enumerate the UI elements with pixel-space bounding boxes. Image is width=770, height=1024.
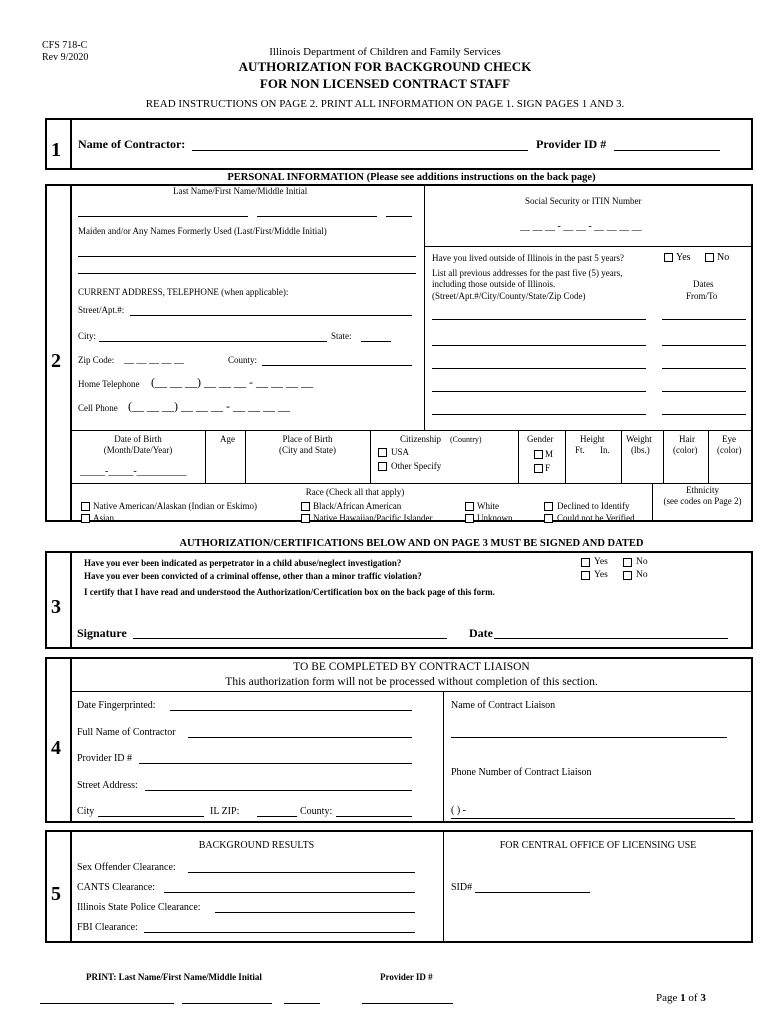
footer-last-name-field[interactable]: [40, 1003, 174, 1004]
criminal-no-label: No: [636, 570, 648, 580]
criminal-yes-checkbox[interactable]: [581, 571, 590, 580]
hair-eye-divider: [708, 430, 709, 483]
footer-print-label: PRINT: Last Name/First Name/Middle Initial: [86, 972, 262, 982]
footer-provider-id-field[interactable]: [362, 1003, 453, 1004]
provider-id-label: Provider ID #: [536, 137, 607, 151]
section-3-divider: [70, 551, 72, 649]
sex-offender-label: Sex Offender Clearance:: [77, 862, 176, 873]
section-2-number: 2: [51, 350, 61, 372]
liaison-city-label: City: [77, 806, 95, 817]
ethnicity-codes-note: (see codes on Page 2): [663, 496, 742, 506]
last-name-field[interactable]: [78, 216, 248, 217]
dates-label: Dates: [693, 279, 714, 289]
race-native-american-label: Native American/Alaskan (Indian or Eskimo): [93, 501, 257, 511]
city-field[interactable]: [99, 341, 327, 342]
full-name-label: Full Name of Contractor: [77, 727, 176, 738]
fbi-field[interactable]: [144, 932, 415, 933]
page-prefix: Page: [656, 992, 681, 1004]
liaison-county-label: County:: [300, 806, 333, 817]
gender-female-checkbox[interactable]: [534, 464, 543, 473]
weight-unit-label: (lbs.): [631, 445, 650, 455]
footer-provider-label: Provider ID #: [380, 972, 433, 982]
pob-format-label: (City and State): [279, 445, 336, 455]
page-current: 1: [680, 992, 686, 1004]
race-white-checkbox[interactable]: [465, 502, 474, 511]
zip-label: Zip Code:: [78, 355, 115, 365]
gender-label: Gender: [527, 434, 554, 444]
eye-color-label: (color): [717, 445, 742, 455]
previous-address-field-5[interactable]: [432, 414, 646, 415]
state-field[interactable]: [361, 341, 391, 342]
previous-dates-field-4[interactable]: [662, 391, 746, 392]
dob-label: Date of Birth: [114, 434, 162, 444]
race-hawaiian-label: Native Hawaiian/Pacific Islander: [313, 513, 433, 523]
current-address-label: CURRENT ADDRESS, TELEPHONE (when applicable):: [78, 287, 289, 297]
authorization-header: AUTHORIZATION/CERTIFICATIONS BELOW AND ON PAGE 3 MUST BE SIGNED AND DATED: [179, 538, 644, 549]
background-results-header: BACKGROUND RESULTS: [198, 840, 315, 851]
cants-label: CANTS Clearance:: [77, 882, 156, 893]
form-code: CFS 718-C: [42, 40, 88, 51]
contract-liaison-name-label: Name of Contract Liaison: [451, 700, 556, 711]
from-to-label: From/To: [686, 291, 718, 301]
maiden-name-label: Maiden and/or Any Names Formerly Used (Last/First/Middle Initial): [78, 226, 327, 236]
cants-field[interactable]: [164, 892, 415, 893]
provider-id-field[interactable]: [614, 150, 720, 151]
gender-male-label: M: [545, 449, 554, 459]
agency-name: Illinois Department of Children and Family Services: [269, 46, 501, 58]
zip-field[interactable]: __ __ __ __ __: [124, 354, 184, 365]
full-name-field[interactable]: [188, 737, 412, 738]
signature-field[interactable]: [133, 638, 447, 639]
abuse-yes-label: Yes: [594, 557, 608, 567]
street-address-label: Street Address:: [77, 780, 138, 791]
race-black-checkbox[interactable]: [301, 502, 310, 511]
ssn-label: Social Security or ITIN Number: [525, 196, 642, 206]
certify-statement: I certify that I have read and understood the Authorization/Certification box on the back page of this form.: [84, 587, 495, 597]
liaison-phone-label: Phone Number of Contract Liaison: [451, 767, 592, 778]
citizenship-usa-checkbox[interactable]: [378, 448, 387, 457]
race-black-label: Black/African American: [313, 501, 402, 511]
central-office-header: FOR CENTRAL OFFICE OF LICENSING USE: [499, 840, 697, 851]
zip-field-liaison[interactable]: [257, 816, 297, 817]
state-label: State:: [331, 331, 352, 341]
lived-outside-no-checkbox[interactable]: [705, 253, 714, 262]
ssn-divider: [424, 184, 425, 247]
abuse-no-checkbox[interactable]: [623, 558, 632, 567]
race-asian-label: Asian: [93, 513, 114, 523]
sex-offender-field[interactable]: [188, 872, 415, 873]
sid-field[interactable]: [475, 892, 590, 893]
age-label: Age: [220, 434, 235, 444]
ethnicity-label: Ethnicity: [686, 485, 719, 495]
footer-first-name-field[interactable]: [182, 1003, 272, 1004]
name-label: Last Name/First Name/Middle Initial: [173, 186, 308, 196]
isp-field[interactable]: [215, 912, 415, 913]
ssn-field[interactable]: __ __ __ - __ __ - __ __ __ __: [520, 221, 642, 232]
liaison-phone-field[interactable]: ( ) -: [451, 805, 466, 816]
county-field[interactable]: [262, 365, 412, 366]
citizenship-usa-label: USA: [391, 447, 410, 457]
race-declined-checkbox[interactable]: [544, 502, 553, 511]
previous-dates-field-2[interactable]: [662, 345, 746, 346]
race-native-american-checkbox[interactable]: [81, 502, 90, 511]
street-address-field[interactable]: [145, 790, 412, 791]
abuse-question: Have you ever been indicated as perpetrator in a child abuse/neglect investigation?: [84, 558, 402, 568]
demographics-top-line: [70, 430, 753, 431]
height-label: Height: [580, 434, 605, 444]
previous-address-field-1[interactable]: [432, 319, 646, 320]
date-label: Date: [469, 626, 493, 640]
home-telephone-field[interactable]: (__ __ __) __ __ __ - __ __ __ __: [151, 375, 313, 389]
il-zip-label: IL ZIP:: [210, 806, 240, 817]
contract-liaison-name-field[interactable]: [451, 737, 727, 738]
abuse-no-label: No: [636, 557, 648, 567]
race-unknown-checkbox[interactable]: [465, 514, 474, 523]
previous-address-instructions-2: including those outside of Illinois.: [432, 279, 556, 289]
section-5-number: 5: [51, 883, 61, 905]
lived-outside-question: Have you lived outside of Illinois in the past 5 years?: [432, 253, 624, 263]
race-asian-checkbox[interactable]: [81, 514, 90, 523]
gender-height-divider: [565, 430, 566, 483]
liaison-header: TO BE COMPLETED BY CONTRACT LIAISON: [293, 661, 530, 673]
date-fingerprinted-field[interactable]: [170, 710, 412, 711]
instructions: READ INSTRUCTIONS ON PAGE 2. PRINT ALL INFORMATION ON PAGE 1. SIGN PAGES 1 AND 3.: [145, 98, 625, 110]
isp-label: Illinois State Police Clearance:: [77, 902, 201, 913]
race-white-label: White: [477, 501, 499, 511]
previous-address-field-3[interactable]: [432, 368, 646, 369]
weight-hair-divider: [663, 430, 664, 483]
ssn-bottom-line: [424, 246, 753, 247]
previous-dates-field-1[interactable]: [662, 319, 746, 320]
home-telephone-label: Home Telephone: [78, 379, 140, 389]
previous-address-instructions-3: (Street/Apt.#/City/County/State/Zip Code): [432, 291, 586, 301]
lived-outside-yes-checkbox[interactable]: [664, 253, 673, 262]
section-1-number: 1: [51, 139, 61, 161]
eye-label: Eye: [722, 434, 736, 444]
liaison-divider: [443, 691, 444, 823]
race-declined-label: Declined to Identify: [557, 501, 630, 511]
cell-phone-field[interactable]: (__ __ __) __ __ __ - __ __ __ __: [128, 399, 290, 413]
page-of: of: [685, 992, 701, 1004]
signature-label: Signature: [77, 626, 127, 640]
personal-info-header: PERSONAL INFORMATION (Please see additions instructions on the back page): [227, 172, 596, 183]
dob-age-divider: [205, 430, 206, 483]
weight-label: Weight: [626, 434, 652, 444]
liaison-county-field[interactable]: [336, 816, 412, 817]
address-divider: [424, 246, 425, 430]
race-not-verified-checkbox[interactable]: [544, 514, 553, 523]
section-2-divider: [70, 184, 72, 522]
former-name-field-2[interactable]: [78, 273, 416, 274]
date-fingerprinted-label: Date Fingerprinted:: [77, 700, 156, 711]
street-label: Street/Apt.#:: [78, 305, 125, 315]
previous-address-field-2[interactable]: [432, 345, 646, 346]
race-hawaiian-checkbox[interactable]: [301, 514, 310, 523]
section-4-number: 4: [51, 737, 61, 759]
country-label: (Country): [450, 435, 482, 444]
gender-male-checkbox[interactable]: [534, 450, 543, 459]
street-field[interactable]: [130, 315, 412, 316]
first-name-field[interactable]: [257, 216, 377, 217]
lived-outside-no-label: No: [717, 252, 730, 263]
previous-address-instructions-1: List all previous addresses for the past five (5) years,: [432, 268, 623, 278]
criminal-no-checkbox[interactable]: [623, 571, 632, 580]
hair-label: Hair: [679, 434, 695, 444]
contractor-name-field[interactable]: [192, 150, 528, 151]
middle-initial-field[interactable]: [386, 216, 412, 217]
hair-color-label: (color): [673, 445, 698, 455]
race-not-verified-label: Could not be Verified: [557, 513, 635, 523]
race-label: Race (Check all that apply): [305, 487, 405, 497]
contractor-name-label: Name of Contractor:: [78, 137, 186, 151]
sid-label: SID#: [451, 882, 473, 893]
citizenship-label: Citizenship: [400, 434, 441, 444]
previous-dates-field-3[interactable]: [662, 368, 746, 369]
fbi-label: FBI Clearance:: [77, 922, 138, 933]
page-number: [656, 992, 706, 1004]
citizenship-other-label: Other Specify: [391, 461, 442, 471]
liaison-phone-line: [451, 818, 735, 819]
title-line-2: FOR NON LICENSED CONTRACT STAFF: [259, 76, 511, 91]
county-label: County:: [228, 355, 258, 365]
gender-female-label: F: [545, 463, 551, 473]
cell-phone-label: Cell Phone: [78, 403, 118, 413]
section-1-divider: [70, 118, 72, 170]
section-3-number: 3: [51, 596, 61, 618]
page-total: 3: [700, 992, 706, 1004]
liaison-header-line: [70, 691, 753, 692]
age-pob-divider: [245, 430, 246, 483]
footer-middle-initial-field[interactable]: [284, 1003, 320, 1004]
criminal-yes-label: Yes: [594, 570, 608, 580]
pob-citizenship-divider: [370, 430, 371, 483]
city-label: City:: [78, 331, 97, 341]
date-field[interactable]: [494, 638, 728, 639]
dob-format-label: (Month/Date/Year): [103, 445, 173, 455]
height-inches-label: In.: [600, 445, 610, 455]
previous-dates-field-5[interactable]: [662, 414, 746, 415]
previous-address-field-4[interactable]: [432, 391, 646, 392]
height-weight-divider: [621, 430, 622, 483]
height-feet-label: Ft.: [575, 445, 585, 455]
citizenship-gender-divider: [518, 430, 519, 483]
former-name-field-1[interactable]: [78, 256, 416, 257]
dob-field[interactable]: _____-_____-__________: [80, 466, 187, 477]
title-line-1: AUTHORIZATION FOR BACKGROUND CHECK: [238, 59, 532, 74]
revision-date: Rev 9/2020: [42, 52, 89, 63]
liaison-city-field[interactable]: [98, 816, 204, 817]
citizenship-other-checkbox[interactable]: [378, 462, 387, 471]
criminal-question: Have you ever been convicted of a criminal offense, other than a minor traffic violation?: [84, 571, 422, 581]
pob-label: Place of Birth: [282, 434, 333, 444]
race-top-line: [70, 483, 753, 484]
lived-outside-yes-label: Yes: [676, 252, 691, 263]
abuse-yes-checkbox[interactable]: [581, 558, 590, 567]
liaison-notice: This authorization form will not be processed without completion of this section.: [225, 676, 598, 688]
liaison-provider-id-label: Provider ID #: [77, 753, 132, 764]
race-unknown-label: Unknown: [477, 513, 513, 523]
liaison-provider-id-field[interactable]: [139, 763, 412, 764]
